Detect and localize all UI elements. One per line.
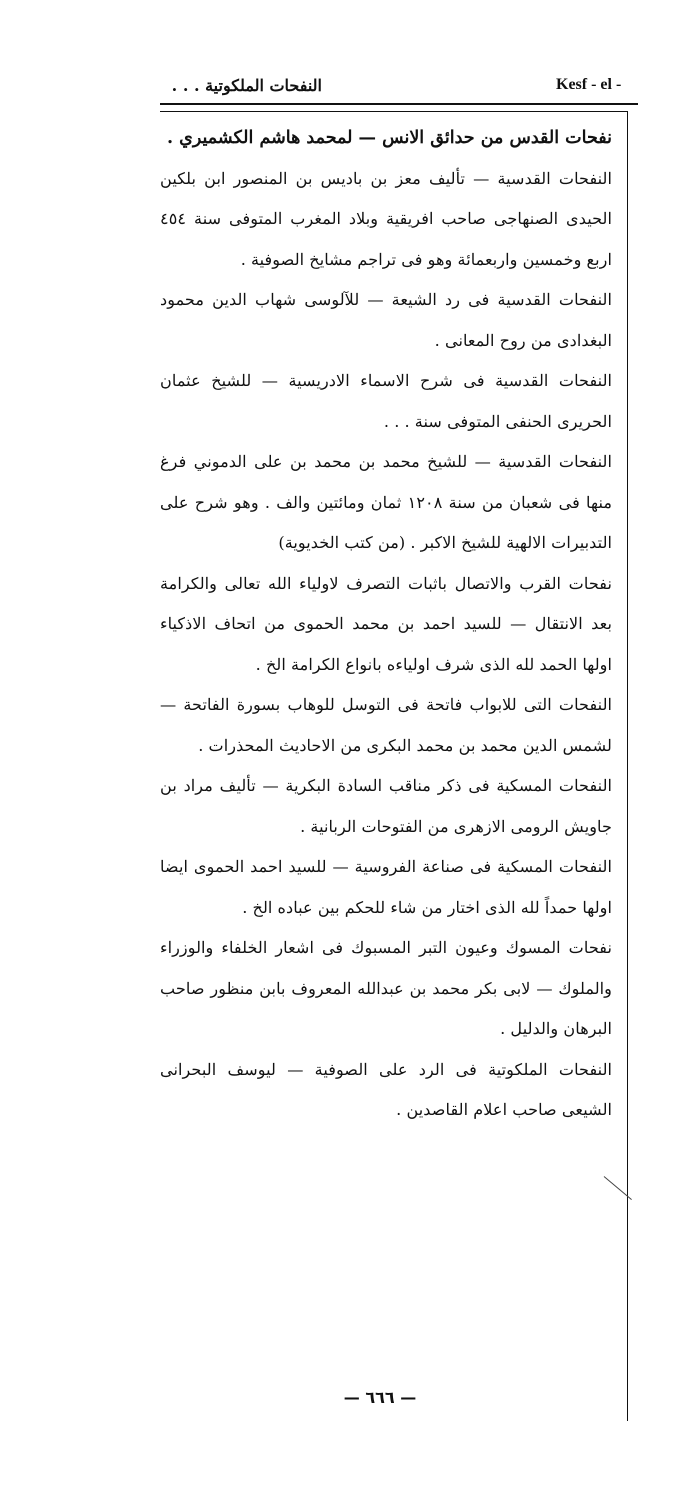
entry-text: النفحات القدسية — تأليف معز بن باديس بن المنصور ابن بلكين الحيدى الصنهاجى صاحب افريقية وبلاد المغرب المتوفى سنة ٤٥٤ اربع وخمسين واربعمائة وهو فى تراجم مشايخ الصوفية . — [160, 168, 612, 269]
entry-text: نفحات القرب والاتصال باثبات التصرف لاولياء الله تعالى والكرامة بعد الانتقال — للسيد احمد بن محمد الحموى من اتحاف الاذكياء اولها الحمد لله الذى شرف اولياءه بانواع الكرامة الخ . — [160, 573, 612, 674]
entry-text: النفحات التى للابواب فاتحة فى التوسل للوهاب بسورة الفاتحة — لشمس الدين محمد بن محمد البكرى من الاحاديث المحذرات . — [160, 695, 612, 755]
entry-8 — [160, 766, 612, 847]
entry-text: النفحات المسكية فى صناعة الفروسية — للسيد احمد الحموى ايضا اولها حمداً لله الذى اختار من شاء للحكم بين عباده الخ . — [160, 857, 612, 917]
entry-1 — [160, 118, 612, 159]
entry-10 — [160, 928, 612, 1050]
entry-column — [160, 118, 612, 1418]
entry-5 — [160, 442, 612, 564]
entry-9 — [160, 847, 612, 928]
header-rule — [160, 103, 638, 105]
entry-11 — [160, 1050, 612, 1131]
entry-7 — [160, 685, 612, 766]
entry-6 — [160, 564, 612, 686]
entry-text: النفحات القدسية فى رد الشيعة — للآلوسى شهاب الدين محمود البغدادى من روح المعانى . — [160, 290, 612, 350]
entry-text: النفحات القدسية — للشيخ محمد بن محمد بن على الدموني فرغ منها فى شعبان من سنة ١٢٠٨ ثمان ومائتين والف . وهو شرح على التدبيرات الالهية للشيخ الاكبر . (من كتب الخديوية) — [160, 452, 612, 552]
entry-text: النفحات المسكية فى ذكر مناقب السادة البكرية — تأليف مراد بن جاويش الرومى الازهرى من الفتوحات الربانية . — [160, 776, 612, 836]
column-rule — [627, 111, 628, 1421]
entry-text: النفحات الملكوتية فى الرد على الصوفية — ليوسف البحرانى الشيعى صاحب اعلام القاصدين . — [160, 1059, 612, 1119]
entry-text: النفحات القدسية فى شرح الاسماء الادريسية — للشيخ عثمان الحريرى الحنفى المتوفى سنة . . . — [160, 371, 612, 431]
entry-text: نفحات القدس من حدائق الانس — لمحمد هاشم الكشميري . — [166, 128, 612, 148]
entry-2 — [160, 159, 612, 281]
page-number: — ٦٦٦ — — [343, 1388, 417, 1407]
entry-3 — [160, 280, 612, 361]
running-header-volume: Kesf - el - — [556, 76, 622, 93]
entry-text: نفحات المسوك وعيون التبر المسبوك فى اشعار الخلفاء والوزراء والملوك — لابى بكر محمد بن عبدالله المعروف بابن منظور صاحب البرهان والدليل . — [160, 938, 612, 1038]
column-top-rule — [160, 111, 628, 112]
entry-4 — [160, 361, 612, 442]
running-header-title: النفحات الملكوتية . . . — [171, 76, 322, 95]
